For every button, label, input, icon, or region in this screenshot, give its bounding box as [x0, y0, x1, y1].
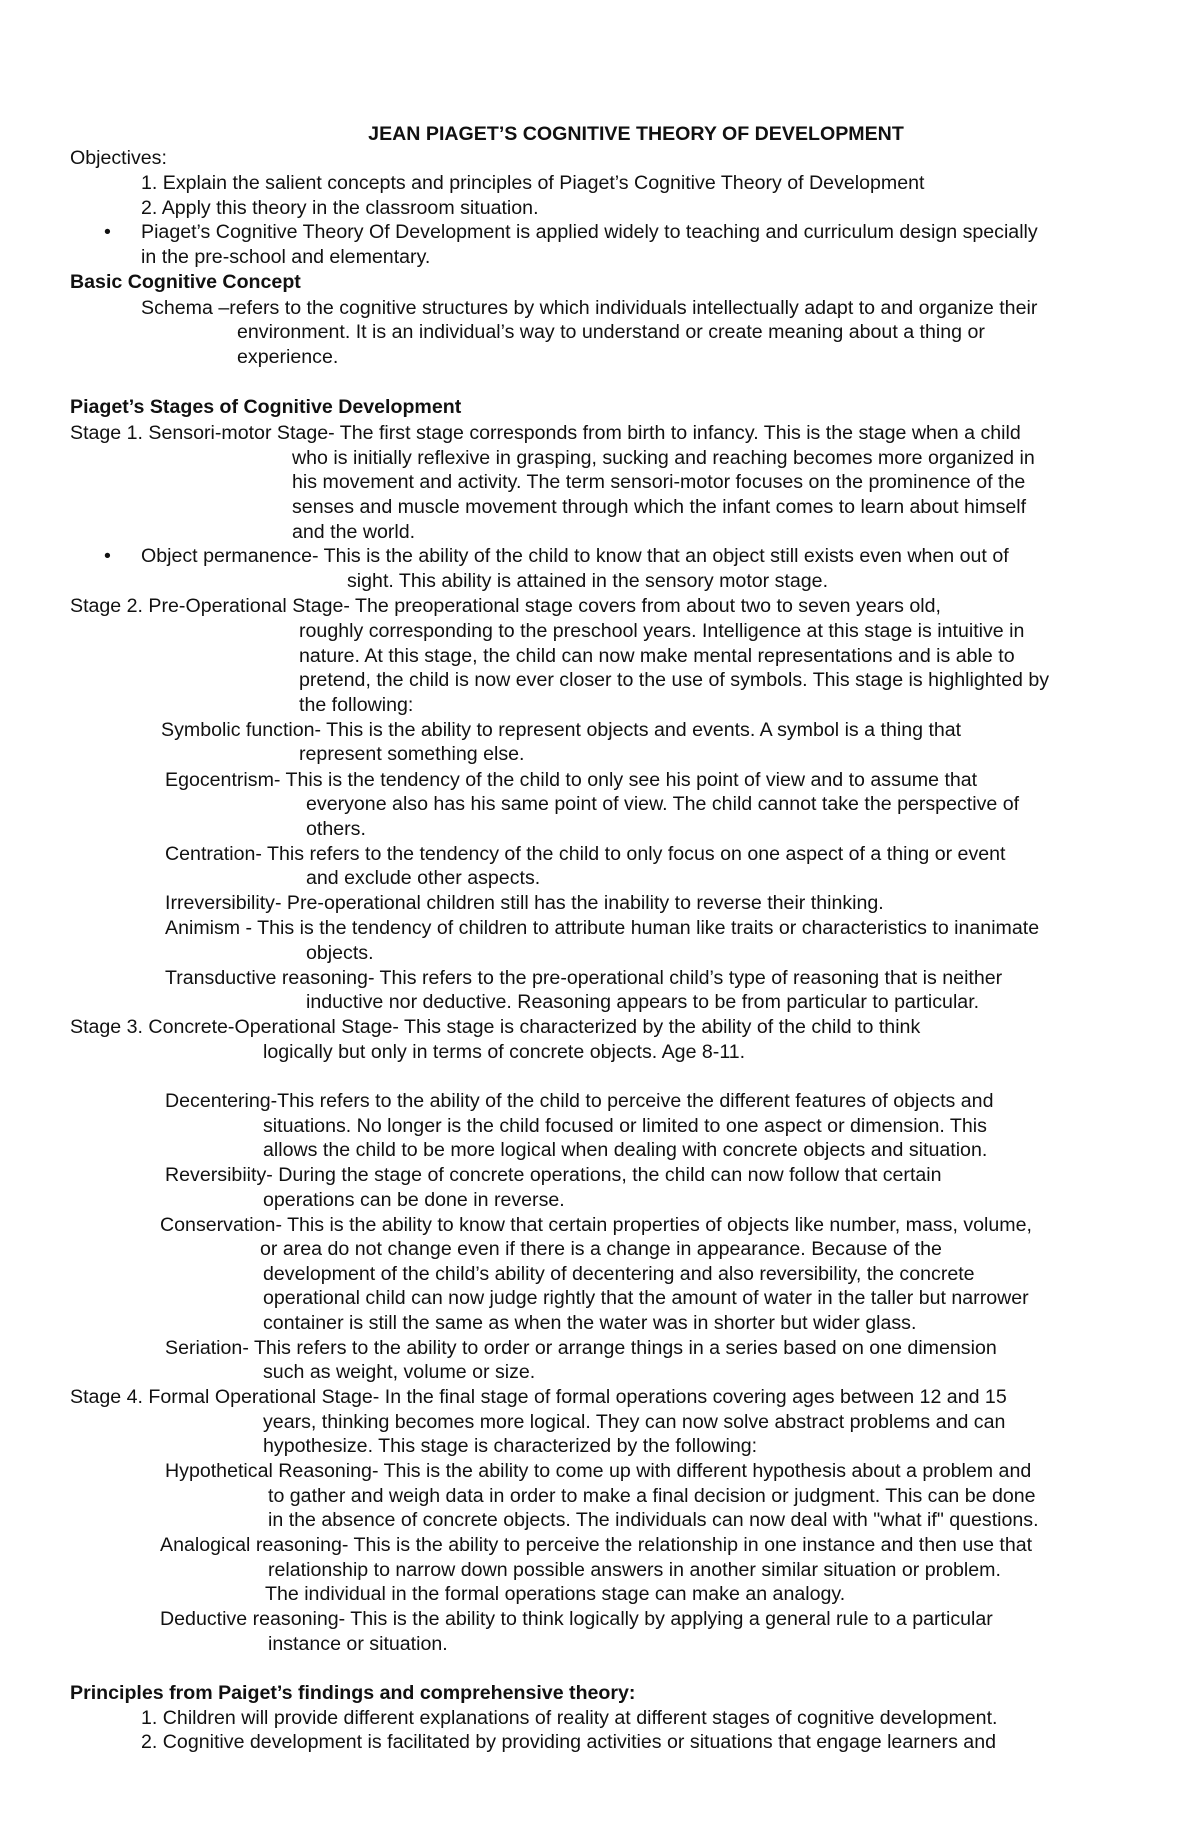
stage-4-item: Deductive reasoning- This is the ability to think logically by applying a general rule to a particular: [160, 1608, 993, 1630]
stage-1-line: senses and muscle movement through which the infant comes to learn about himself: [292, 496, 1027, 518]
stage-4-item: Hypothetical Reasoning- This is the ability to come up with different hypothesis about a problem and: [165, 1460, 1032, 1482]
principle-item: 2. Cognitive development is facilitated by providing activities or situations that engage learners and: [141, 1731, 996, 1753]
stage-1-line: who is initially reflexive in grasping, sucking and reaching becomes more organized in: [292, 447, 1035, 469]
stage-4-line: years, thinking becomes more logical. They can now solve abstract problems and can: [263, 1411, 1006, 1433]
bullet-text: Piaget’s Cognitive Theory Of Development is applied widely to teaching and curriculum design specially: [141, 221, 1038, 243]
stage-3-item: situations. No longer is the child focused or limited to one aspect or dimension. This: [263, 1115, 987, 1137]
stage-2-item: Centration- This refers to the tendency of the child to only focus on one aspect of a thing or event: [165, 843, 1006, 865]
stage-1-line: Stage 1. Sensori-motor Stage- The first stage corresponds from birth to infancy. This is the stage when a child: [70, 422, 1021, 444]
bullet-text: sight. This ability is attained in the sensory motor stage.: [347, 570, 829, 592]
stage-2-item: inductive nor deductive. Reasoning appears to be from particular to particular.: [306, 991, 980, 1013]
stage-3-item: or area do not change even if there is a change in appearance. Because of the: [260, 1238, 942, 1260]
section-heading: Basic Cognitive Concept: [70, 271, 301, 293]
stage-4-line: Stage 4. Formal Operational Stage- In the final stage of formal operations covering ages between 12 and 15: [70, 1386, 1007, 1408]
stage-4-item: in the absence of concrete objects. The individuals can now deal with "what if" questions.: [268, 1509, 1039, 1531]
stage-3-item: container is still the same as when the water was in shorter but wider glass.: [263, 1312, 917, 1334]
stage-2-item: Egocentrism- This is the tendency of the child to only see his point of view and to assume that: [165, 769, 978, 791]
stage-3-item: allows the child to be more logical when dealing with concrete objects and situation.: [263, 1139, 988, 1161]
stage-2-line: Stage 2. Pre-Operational Stage- The preoperational stage covers from about two to seven years old,: [70, 595, 941, 617]
body-line: Schema –refers to the cognitive structures by which individuals intellectually adapt to and organize their: [141, 297, 1038, 319]
objectives-label: Objectives:: [70, 147, 167, 169]
body-line: environment. It is an individual’s way to understand or create meaning about a thing or: [237, 321, 985, 343]
bullet-text: in the pre-school and elementary.: [141, 246, 431, 268]
stage-3-item: such as weight, volume or size.: [263, 1361, 536, 1383]
stage-3-item: operational child can now judge rightly that the amount of water in the taller but narrower: [263, 1287, 1029, 1309]
stage-3-item: Seriation- This refers to the ability to order or arrange things in a series based on one dimension: [165, 1337, 997, 1359]
stage-4-item: Analogical reasoning- This is the ability to perceive the relationship in one instance and then use that: [160, 1534, 1033, 1556]
objective-item: 2. Apply this theory in the classroom situation.: [141, 197, 539, 219]
stage-3-item: Decentering-This refers to the ability of the child to perceive the different features of objects and: [165, 1090, 994, 1112]
bullet-icon: •: [104, 545, 111, 567]
stage-1-line: his movement and activity. The term sensori-motor focuses on the prominence of the: [292, 471, 1026, 493]
stage-2-line: pretend, the child is now ever closer to the use of symbols. This stage is highlighted by: [299, 669, 1050, 691]
body-line: experience.: [237, 346, 339, 368]
stage-4-item: instance or situation.: [268, 1633, 448, 1655]
stage-3-item: Conservation- This is the ability to know that certain properties of objects like number, mass, volume,: [160, 1214, 1032, 1236]
stage-3-item: development of the child’s ability of decentering and also reversibility, the concrete: [263, 1263, 975, 1285]
stage-2-item: Animism - This is the tendency of children to attribute human like traits or characteristics to inanimate: [165, 917, 1040, 939]
stage-2-item: Symbolic function- This is the ability to represent objects and events. A symbol is a thing that: [161, 719, 962, 741]
stage-2-item: everyone also has his same point of view. The child cannot take the perspective of: [306, 793, 1020, 815]
principle-item: 1. Children will provide different explanations of reality at different stages of cognitive development.: [141, 1707, 998, 1729]
stage-2-line: the following:: [299, 694, 414, 716]
document-title: JEAN PIAGET’S COGNITIVE THEORY OF DEVELOPMENT: [368, 123, 904, 145]
stage-3-item: Reversibiity- During the stage of concrete operations, the child can now follow that certain: [165, 1164, 942, 1186]
stage-4-item: relationship to narrow down possible answers in another similar situation or problem.: [268, 1559, 1001, 1581]
stage-3-line: logically but only in terms of concrete objects. Age 8-11.: [263, 1041, 746, 1063]
stage-1-line: and the world.: [292, 521, 416, 543]
stage-3-line: Stage 3. Concrete-Operational Stage- This stage is characterized by the ability of the child to think: [70, 1016, 921, 1038]
section-heading: Piaget’s Stages of Cognitive Development: [70, 396, 462, 418]
stage-2-line: nature. At this stage, the child can now make mental representations and is able to: [299, 645, 1015, 667]
stage-2-item: objects.: [306, 942, 374, 964]
stage-2-item: and exclude other aspects.: [306, 867, 541, 889]
objective-item: 1. Explain the salient concepts and principles of Piaget’s Cognitive Theory of Development: [141, 172, 925, 194]
section-heading: Principles from Paiget’s findings and comprehensive theory:: [70, 1682, 636, 1704]
stage-3-item: operations can be done in reverse.: [263, 1189, 565, 1211]
stage-2-item: represent something else.: [299, 743, 525, 765]
stage-2-item: others.: [306, 818, 366, 840]
stage-4-line: hypothesize. This stage is characterized by the following:: [263, 1435, 758, 1457]
bullet-icon: •: [104, 221, 111, 243]
stage-2-line: roughly corresponding to the preschool years. Intelligence at this stage is intuitive in: [299, 620, 1025, 642]
bullet-text: Object permanence- This is the ability of the child to know that an object still exists even when out of: [141, 545, 1009, 567]
stage-2-item: Transductive reasoning- This refers to the pre-operational child’s type of reasoning that is neither: [165, 967, 1003, 989]
stage-4-item: to gather and weigh data in order to make a final decision or judgment. This can be done: [268, 1485, 1036, 1507]
stage-2-item: Irreversibility- Pre-operational children still has the inability to reverse their thinking.: [165, 892, 884, 914]
stage-4-item: The individual in the formal operations stage can make an analogy.: [265, 1583, 846, 1605]
